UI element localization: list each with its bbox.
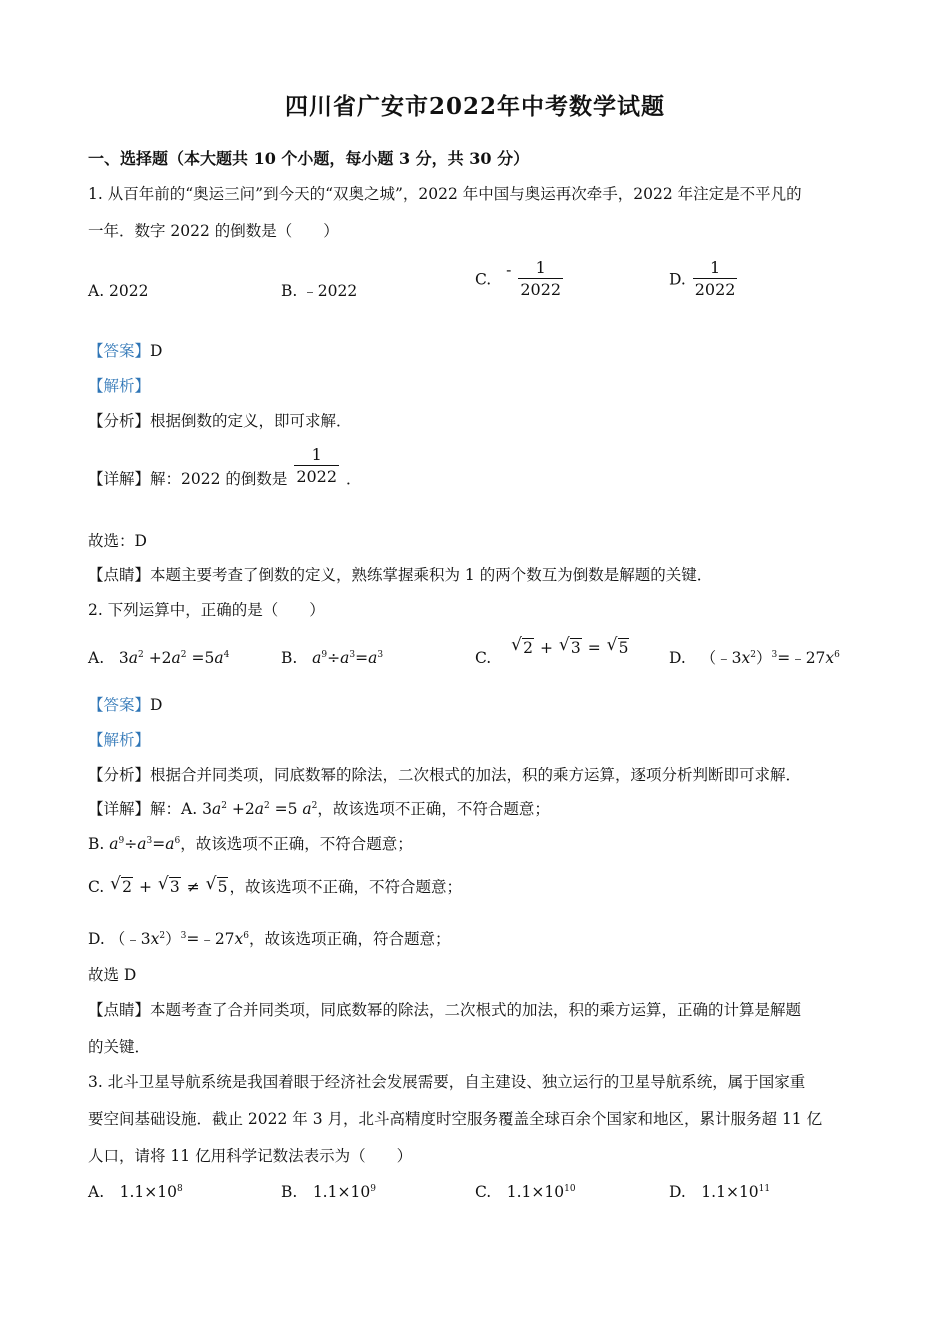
sqrt-5: √ 5 bbox=[205, 874, 228, 896]
q1-option-c bbox=[475, 258, 565, 301]
q2-dianjing-line2: 的关键． bbox=[88, 1038, 151, 1056]
q1-dianjing: 【点睛】本题主要考查了倒数的定义，熟练掌握乘积为 1 的两个数互为倒数是解题的关键． bbox=[88, 566, 713, 584]
fraction-numerator: 1 bbox=[311, 445, 322, 464]
q2-answer bbox=[88, 695, 162, 715]
q1-option-c-fraction bbox=[518, 258, 563, 301]
sqrt-2: √ 2 bbox=[511, 635, 534, 657]
q3-option-b bbox=[281, 1182, 376, 1202]
q2-option-a-expr: $3a^2 +2a^2 =5a^4$ bbox=[109, 649, 230, 667]
q3-stem-line3: 人口，请将 11 亿用科学记数法表示为（ ） bbox=[88, 1147, 413, 1165]
sqrt-3: √ 3 bbox=[157, 874, 180, 896]
answer-value: D bbox=[150, 696, 163, 714]
q1-detail-text: 【详解】解：2022 的倒数是 bbox=[88, 469, 288, 488]
q2-detail-b-suffix: ，故该选项不正确，不符合题意； bbox=[180, 835, 413, 853]
q2-stem: 2. 下列运算中，正确的是（ ） bbox=[88, 601, 325, 619]
page-title: 四川省广安市2022年中考数学试题 bbox=[284, 93, 665, 120]
q2-detail-b: B. $a^9\div a^3=a^6$，故该选项不正确，不符合题意； bbox=[88, 835, 413, 853]
q3-option-d-text: D. 1.1×10 bbox=[669, 1183, 759, 1201]
q3-option-c bbox=[475, 1182, 576, 1202]
q1-option-d-fraction bbox=[693, 258, 738, 301]
q2-option-a-label: A. bbox=[88, 649, 105, 667]
q3-option-a-text: A. 1.1×10 bbox=[88, 1183, 177, 1201]
q1-detail-fraction bbox=[294, 445, 339, 488]
q2-option-b bbox=[281, 648, 383, 668]
q2-option-d bbox=[669, 648, 840, 668]
q2-detail-c: C. √ 2 + √ 3 ≠ √ 5 ，故该选项不正确，不符合题意； bbox=[88, 874, 462, 896]
q1-option-c-label: C. bbox=[475, 270, 492, 289]
fraction-denominator: 2022 bbox=[694, 280, 736, 299]
q1-option-c-sign: - bbox=[506, 260, 512, 279]
q2-detail-d: D. $(﹣3x^2)^3=﹣27x^6$，故该选项正确，符合题意； bbox=[88, 930, 451, 948]
q2-choice: 故选 D bbox=[88, 966, 137, 984]
q1-fenxi: 【分析】根据倒数的定义，即可求解． bbox=[88, 412, 352, 430]
q1-detail-suffix: ． bbox=[345, 469, 362, 488]
fraction-numerator: 1 bbox=[710, 258, 721, 277]
q1-stem-line1: 1. 从百年前的“奥运三问”到今天的“双奥之城”，2022 年中国与奥运再次牵手，2022 年注定是不平凡的 bbox=[88, 185, 802, 203]
q3-stem-line2: 要空间基础设施．截止 2022 年 3 月，北斗高精度时空服务覆盖全球百余个国家和地区，累计服务超 11 亿 bbox=[88, 1110, 823, 1128]
fraction-numerator: 1 bbox=[535, 258, 546, 277]
q2-option-c-label: C. bbox=[475, 649, 492, 667]
q3-option-a-exponent: 8 bbox=[176, 1183, 183, 1194]
q1-option-b: B. ﹣2022 bbox=[281, 282, 358, 300]
section-heading: 一、选择题（本大题共 10 个小题，每小题 3 分，共 30 分） bbox=[88, 149, 530, 168]
q1-detail bbox=[88, 445, 361, 488]
fraction-denominator: 2022 bbox=[520, 280, 562, 299]
q3-option-d bbox=[669, 1182, 770, 1202]
q2-option-a bbox=[88, 648, 229, 668]
q2-detail-prefix: 【详解】解：A. bbox=[88, 800, 203, 818]
q2-option-b-label: B. bbox=[281, 649, 298, 667]
answer-tag: 【答案】 bbox=[88, 696, 151, 714]
q2-option-d-expr: $(﹣3x^2)^3=﹣27x^6$ bbox=[690, 649, 840, 667]
q2-detail-a-suffix: ，故该选项不正确，不符合题意； bbox=[317, 800, 550, 818]
q3-option-b-text: B. 1.1×10 bbox=[281, 1183, 371, 1201]
q1-analysis-tag: 【解析】 bbox=[88, 377, 151, 395]
q2-analysis-tag: 【解析】 bbox=[88, 731, 151, 749]
q2-dianjing-line1: 【点睛】本题考查了合并同类项，同底数幂的除法，二次根式的加法，积的乘方运算，正确的计算是解题 bbox=[88, 1001, 802, 1019]
sqrt-2: √ 2 bbox=[110, 874, 133, 896]
answer-value: D bbox=[150, 342, 163, 360]
sqrt-3: √ 3 bbox=[558, 635, 581, 657]
q3-option-d-exponent: 11 bbox=[758, 1183, 771, 1194]
q2-detail-c-suffix: ，故该选项不正确，不符合题意； bbox=[229, 878, 462, 896]
q2-option-d-label: D. bbox=[669, 649, 686, 667]
q3-option-a bbox=[88, 1182, 183, 1202]
q1-stem-line2: 一年．数字 2022 的倒数是（ ） bbox=[88, 222, 339, 240]
q1-answer bbox=[88, 341, 162, 361]
q3-option-b-exponent: 9 bbox=[370, 1183, 376, 1194]
q2-detail-d-suffix: ，故该选项正确，符合题意； bbox=[249, 930, 451, 948]
q1-option-d-label: D. bbox=[669, 270, 686, 289]
q2-detail-a: 【详解】解：A. $3a^2 +2a^2 =5$ $a^2$，故该选项不正确，不符合题意； bbox=[88, 800, 550, 818]
q2-option-c bbox=[475, 635, 630, 667]
q1-option-a: A. 2022 bbox=[88, 282, 149, 300]
q3-option-c-exponent: 10 bbox=[564, 1183, 576, 1194]
q3-stem-line1: 3. 北斗卫星导航系统是我国着眼于经济社会发展需要，自主建设、独立运行的卫星导航系统，属于国家重 bbox=[88, 1073, 806, 1091]
q2-option-c-expr: √ 2 + √ 3 = √ 5 bbox=[511, 635, 629, 657]
sqrt-5: √ 5 bbox=[606, 635, 629, 657]
q3-option-c-text: C. 1.1×10 bbox=[475, 1183, 565, 1201]
q1-option-d bbox=[669, 258, 739, 301]
fraction-denominator: 2022 bbox=[296, 467, 338, 486]
q2-option-b-expr: $a^9\div a^3=a^3$ bbox=[312, 649, 384, 667]
answer-tag: 【答案】 bbox=[88, 342, 151, 360]
q2-fenxi: 【分析】根据合并同类项，同底数幂的除法，二次根式的加法，积的乘方运算，逐项分析判断即可求解． bbox=[88, 766, 802, 784]
q1-choice: 故选：D bbox=[88, 532, 147, 550]
